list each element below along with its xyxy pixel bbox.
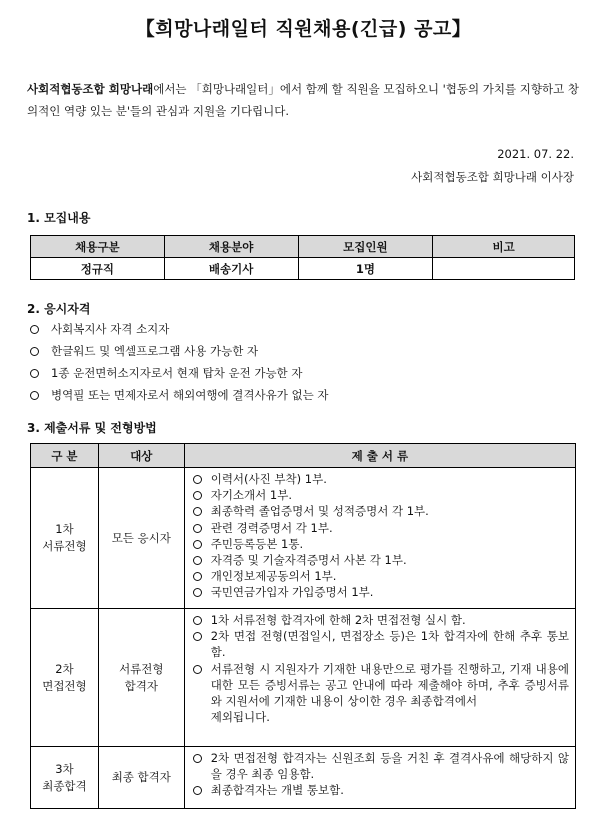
circle-bullet-icon	[30, 325, 39, 334]
list-item-text: 한글워드 및 엑셀프로그램 사용 가능한 자	[51, 344, 259, 358]
list-item-text: 병역필 또는 면제자로서 해외여행에 결격사유가 없는 자	[51, 388, 329, 402]
intro-paragraph	[27, 78, 579, 122]
target-cell: 모든 응시자	[98, 468, 184, 609]
cell-field: 배송기사	[164, 258, 298, 280]
circle-bullet-icon	[193, 616, 202, 625]
list-item	[193, 750, 569, 782]
documents-cell	[184, 747, 575, 809]
list-item-text: 최종학력 졸업증명서 및 성적증명서 각 1부.	[210, 504, 429, 519]
intro-text: 에서는 「희망나래일터」에서 함께 할 직원을 모집하오니 '협동의 가치를 지향하고 창의적인 역량 있는 분'들의 관심과 지원을 기다립니다.	[27, 82, 580, 118]
list-item	[193, 612, 569, 628]
list-item-text: 2차 면접전형 합격자는 신원조회 등을 거친 후 결격사유에 해당하지 않을 경우 최종 임용함.	[210, 751, 569, 782]
circle-bullet-icon	[193, 491, 202, 500]
list-item	[193, 552, 569, 568]
circle-bullet-icon	[193, 665, 202, 674]
table-row	[31, 609, 576, 747]
list-item	[30, 384, 328, 406]
qualification-list	[30, 318, 328, 406]
stage-cell: 3차 최종합격	[31, 747, 99, 809]
list-item	[193, 503, 569, 519]
list-item	[30, 318, 328, 340]
recruitment-table	[30, 235, 575, 280]
documents-cell	[184, 468, 575, 609]
recruitment-row	[31, 258, 575, 280]
circle-bullet-icon	[30, 391, 39, 400]
circle-bullet-icon	[193, 540, 202, 549]
stage-cell: 2차 면접전형	[31, 609, 99, 747]
stage-cell: 1차 서류전형	[31, 468, 99, 609]
recruitment-header-row	[31, 236, 575, 258]
circle-bullet-icon	[30, 347, 39, 356]
list-item	[193, 520, 569, 536]
list-item-text: 2차 면접 전형(면접일시, 면접장소 등)은 1차 합격자에 한해 추후 통보함.	[210, 629, 569, 660]
list-item-text: 이력서(사진 부착) 1부.	[210, 472, 327, 486]
list-item	[193, 661, 569, 726]
header-stage: 구 분	[31, 444, 99, 468]
table-row	[31, 468, 576, 609]
list-item	[30, 340, 328, 362]
list-item	[193, 536, 569, 552]
intro-org-name: 사회적협동조합 희망나래	[27, 82, 154, 96]
list-item-text: 주민등록등본 1통.	[210, 536, 304, 551]
list-item-text: 개인정보제공동의서 1부.	[210, 569, 337, 584]
circle-bullet-icon	[193, 786, 202, 795]
cell-remarks	[433, 258, 575, 280]
list-item	[193, 568, 569, 584]
circle-bullet-icon	[193, 632, 202, 641]
signature: 사회적협동조합 희망나래 이사장	[411, 170, 574, 184]
list-item-text: 1차 서류전형 합격자에 한해 2차 면접전형 실시 함.	[210, 613, 466, 627]
cell-employment-type: 정규직	[31, 258, 165, 280]
table-row	[31, 747, 576, 809]
list-item-text: 관련 경력증명서 각 1부.	[210, 520, 333, 535]
documents-table	[30, 443, 576, 809]
circle-bullet-icon	[193, 524, 202, 533]
header-employment-type: 채용구분	[31, 236, 165, 258]
header-remarks: 비고	[433, 236, 575, 258]
header-headcount: 모집인원	[298, 236, 433, 258]
list-item-text: 자격증 및 기술자격증명서 사본 각 1부.	[210, 553, 407, 568]
list-item-text: 자기소개서 1부.	[210, 488, 292, 503]
list-item-text: 최종합격자는 개별 통보함.	[210, 783, 344, 798]
circle-bullet-icon	[193, 475, 202, 484]
target-cell: 서류전형 합격자	[98, 609, 184, 747]
circle-bullet-icon	[193, 572, 202, 581]
section2-title: 2. 응시자격	[27, 302, 91, 316]
list-item	[193, 487, 569, 503]
list-item-text: 서류전형 시 지원자가 기재한 내용만으로 평가를 진행하고, 기재 내용에 대한 모든 증빙서류는 공고 안내에 따라 제출해야 하며, 추후 증빙서류와 지원서에 기재한 내용이 상이한 경우 최종합격에서 제외됩니다.	[210, 661, 569, 725]
circle-bullet-icon	[193, 588, 202, 597]
documents-header-row	[31, 444, 576, 468]
list-item	[193, 782, 569, 798]
announcement-date: 2021. 07. 22.	[497, 147, 574, 161]
header-documents: 제 출 서 류	[184, 444, 575, 468]
list-item	[30, 362, 328, 384]
documents-cell	[184, 609, 575, 747]
circle-bullet-icon	[30, 369, 39, 378]
list-item-text: 1종 운전면허소지자로서 현재 탑차 운전 가능한 자	[51, 366, 303, 380]
header-target: 대상	[98, 444, 184, 468]
list-item-text: 국민연금가입자 가입증명서 1부.	[210, 585, 374, 600]
target-cell: 최종 합격자	[98, 747, 184, 809]
list-item	[193, 584, 569, 600]
cell-headcount: 1명	[298, 258, 433, 280]
list-item-text: 사회복지사 자격 소지자	[51, 322, 170, 336]
header-field: 채용분야	[164, 236, 298, 258]
section1-title: 1. 모집내용	[27, 211, 91, 225]
section3-title: 3. 제출서류 및 전형방법	[27, 421, 157, 435]
page-title: 【희망나래일터 직원채용(긴급) 공고】	[135, 18, 472, 40]
date-signature-block	[411, 143, 574, 189]
circle-bullet-icon	[193, 754, 202, 763]
circle-bullet-icon	[193, 556, 202, 565]
circle-bullet-icon	[193, 507, 202, 516]
list-item	[193, 628, 569, 660]
list-item	[193, 471, 569, 487]
